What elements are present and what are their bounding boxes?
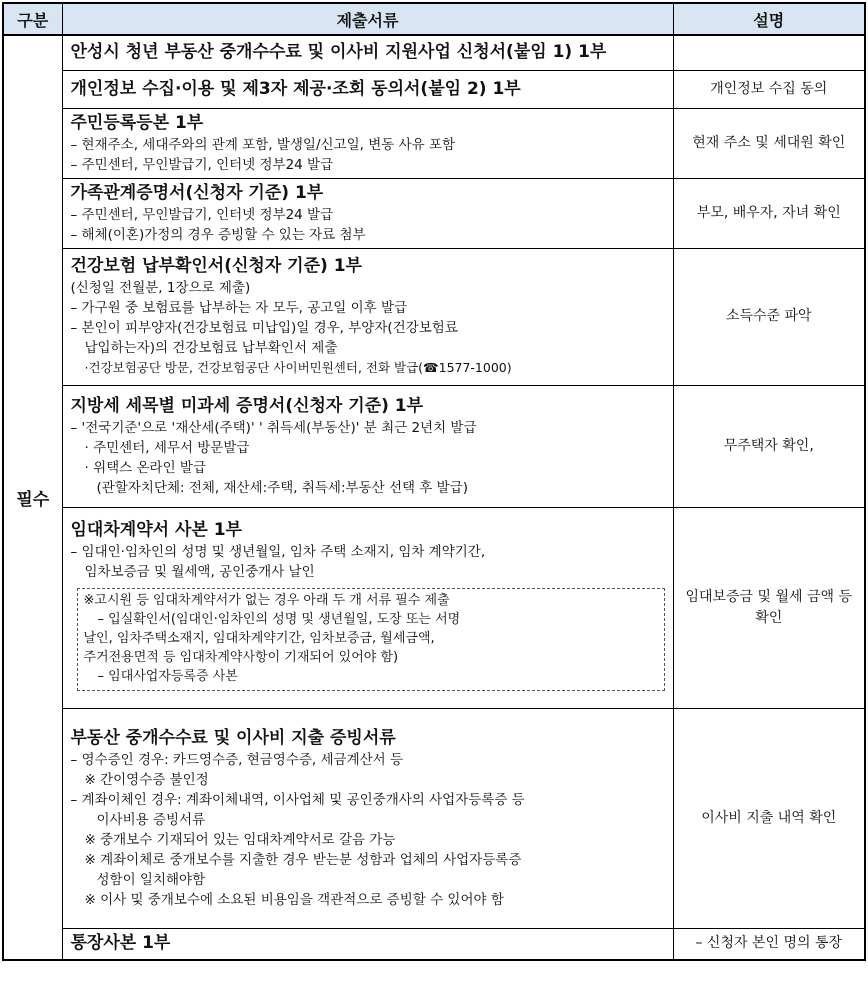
category-cell: 필수 bbox=[3, 35, 62, 960]
header-description: 설명 bbox=[673, 3, 865, 35]
document-detail: 이사비용 증빙서류 bbox=[96, 811, 206, 828]
description-cell: 부모, 배우자, 자녀 확인 bbox=[673, 178, 865, 248]
description-cell: 임대보증금 및 월세 금액 등 확인 bbox=[673, 507, 865, 708]
document-detail: – 본인이 피부양자(건강보험료 미납입)일 경우, 부양자(건강보험료 bbox=[70, 320, 458, 336]
document-cell bbox=[62, 248, 673, 385]
table-row bbox=[3, 108, 865, 178]
table-row bbox=[3, 708, 865, 928]
table-header-row bbox=[3, 3, 865, 35]
document-detail: (신청일 전월분, 1장으로 제출) bbox=[70, 280, 251, 296]
document-cell bbox=[62, 708, 673, 928]
document-detail: · 주민센터, 세무서 방문발급 bbox=[84, 439, 250, 456]
notice-line: – 입실확인서(임대인·임차인의 성명 및 생년월일, 도장 또는 서명 bbox=[97, 611, 461, 627]
table-row bbox=[3, 248, 865, 385]
document-title: 개인정보 수집·이용 및 제3자 제공·조회 동의서(붙임 2) 1부 bbox=[70, 78, 521, 99]
document-detail: ※ 계좌이체로 중개보수를 지출한 경우 받는분 성함과 업체의 사업자등록증 bbox=[84, 851, 522, 868]
document-detail: 임차보증금 및 월세액, 공인중개사 날인 bbox=[84, 563, 315, 580]
notice-box bbox=[77, 588, 665, 691]
document-title: 안성시 청년 부동산 중개수수료 및 이사비 지원사업 신청서(붙임 1) 1부 bbox=[70, 42, 607, 63]
notice-line: – 임대사업자등록증 사본 bbox=[97, 668, 238, 684]
document-detail: 성함이 일치해야함 bbox=[96, 871, 206, 888]
table-row bbox=[3, 178, 865, 248]
document-detail: – 영수증인 경우: 카드영수증, 현금영수증, 세금계산서 등 bbox=[70, 751, 404, 768]
document-detail: – 주민센터, 무인발급기, 인터넷 정부24 발급 bbox=[70, 156, 334, 173]
table-row bbox=[3, 385, 865, 507]
document-detail: ·건강보험공단 방문, 건강보험공단 사이버민원센터, 전화 발급(☎1577-1000) bbox=[84, 360, 512, 375]
description-cell: 이사비 지출 내역 확인 bbox=[673, 708, 865, 928]
document-detail: – 현재주소, 세대주와의 관계 포함, 발생일/신고일, 변동 사유 포함 bbox=[70, 136, 456, 153]
document-cell bbox=[62, 70, 673, 108]
header-documents: 제출서류 bbox=[62, 3, 673, 35]
document-title: 부동산 중개수수료 및 이사비 지출 증빙서류 bbox=[70, 727, 396, 748]
document-cell bbox=[62, 928, 673, 960]
document-detail: ※ 이사 및 중개보수에 소요된 비용임을 객관적으로 증빙할 수 있어야 함 bbox=[84, 891, 504, 908]
table-row bbox=[3, 507, 865, 708]
table-row bbox=[3, 70, 865, 108]
document-detail: – '전국기준'으로 '재산세(주택)' ' 취득세(부동산)' 분 최근 2년치 발급 bbox=[70, 419, 477, 436]
table-row bbox=[3, 35, 865, 70]
document-detail: (관할자치단체: 전체, 재산세:주택, 취득세:부동산 선택 후 발급) bbox=[96, 479, 468, 496]
document-cell bbox=[62, 35, 673, 70]
document-title: 통장사본 1부 bbox=[70, 933, 171, 954]
document-detail: · 위택스 온라인 발급 bbox=[84, 459, 206, 476]
document-detail: – 임대인·임차인의 성명 및 생년월일, 임차 주택 소재지, 임차 계약기간, bbox=[70, 543, 486, 560]
table-row bbox=[3, 928, 865, 960]
description-cell: 현재 주소 및 세대원 확인 bbox=[673, 108, 865, 178]
description-cell bbox=[673, 35, 865, 70]
document-title: 건강보험 납부확인서(신청자 기준) 1부 bbox=[70, 256, 362, 276]
document-detail: ※ 간이영수증 불인정 bbox=[84, 771, 209, 788]
document-detail: – 가구원 중 보험료를 납부하는 자 모두, 공고일 이후 발급 bbox=[70, 300, 408, 316]
description-cell: 개인정보 수집 동의 bbox=[673, 70, 865, 108]
description-cell: – 신청자 본인 명의 통장 bbox=[673, 928, 865, 960]
document-detail: – 계좌이체인 경우: 계좌이체내역, 이사업체 및 공인중개사의 사업자등록증 등 bbox=[70, 791, 525, 808]
document-detail: 납입하는자)의 건강보험료 납부확인서 제출 bbox=[84, 340, 338, 356]
document-cell bbox=[62, 385, 673, 507]
document-title: 지방세 세목별 미과세 증명서(신청자 기준) 1부 bbox=[70, 395, 424, 416]
document-detail: ※ 중개보수 기재되어 있는 임대차계약서로 갈음 가능 bbox=[84, 831, 396, 848]
document-title: 임대차계약서 사본 1부 bbox=[70, 519, 242, 540]
description-cell: 무주택자 확인, bbox=[673, 385, 865, 507]
document-cell bbox=[62, 108, 673, 178]
document-detail: – 해체(이혼)가정의 경우 증빙할 수 있는 자료 첨부 bbox=[70, 226, 366, 243]
document-title: 주민등록등본 1부 bbox=[70, 112, 204, 133]
document-cell bbox=[62, 178, 673, 248]
required-documents-table bbox=[2, 2, 866, 961]
notice-line: 날인, 임차주택소재지, 임대차계약기간, 임차보증금, 월세금액, bbox=[83, 630, 435, 646]
description-cell: 소득수준 파악 bbox=[673, 248, 865, 385]
document-cell bbox=[62, 507, 673, 708]
header-category: 구분 bbox=[3, 3, 62, 35]
notice-line: ※고시원 등 임대차계약서가 없는 경우 아래 두 개 서류 필수 제출 bbox=[83, 592, 450, 608]
notice-line: 주거전용면적 등 임대차계약사항이 기재되어 있어야 함) bbox=[83, 649, 399, 665]
document-detail: – 주민센터, 무인발급기, 인터넷 정부24 발급 bbox=[70, 206, 334, 223]
document-title: 가족관계증명서(신청자 기준) 1부 bbox=[70, 182, 324, 203]
